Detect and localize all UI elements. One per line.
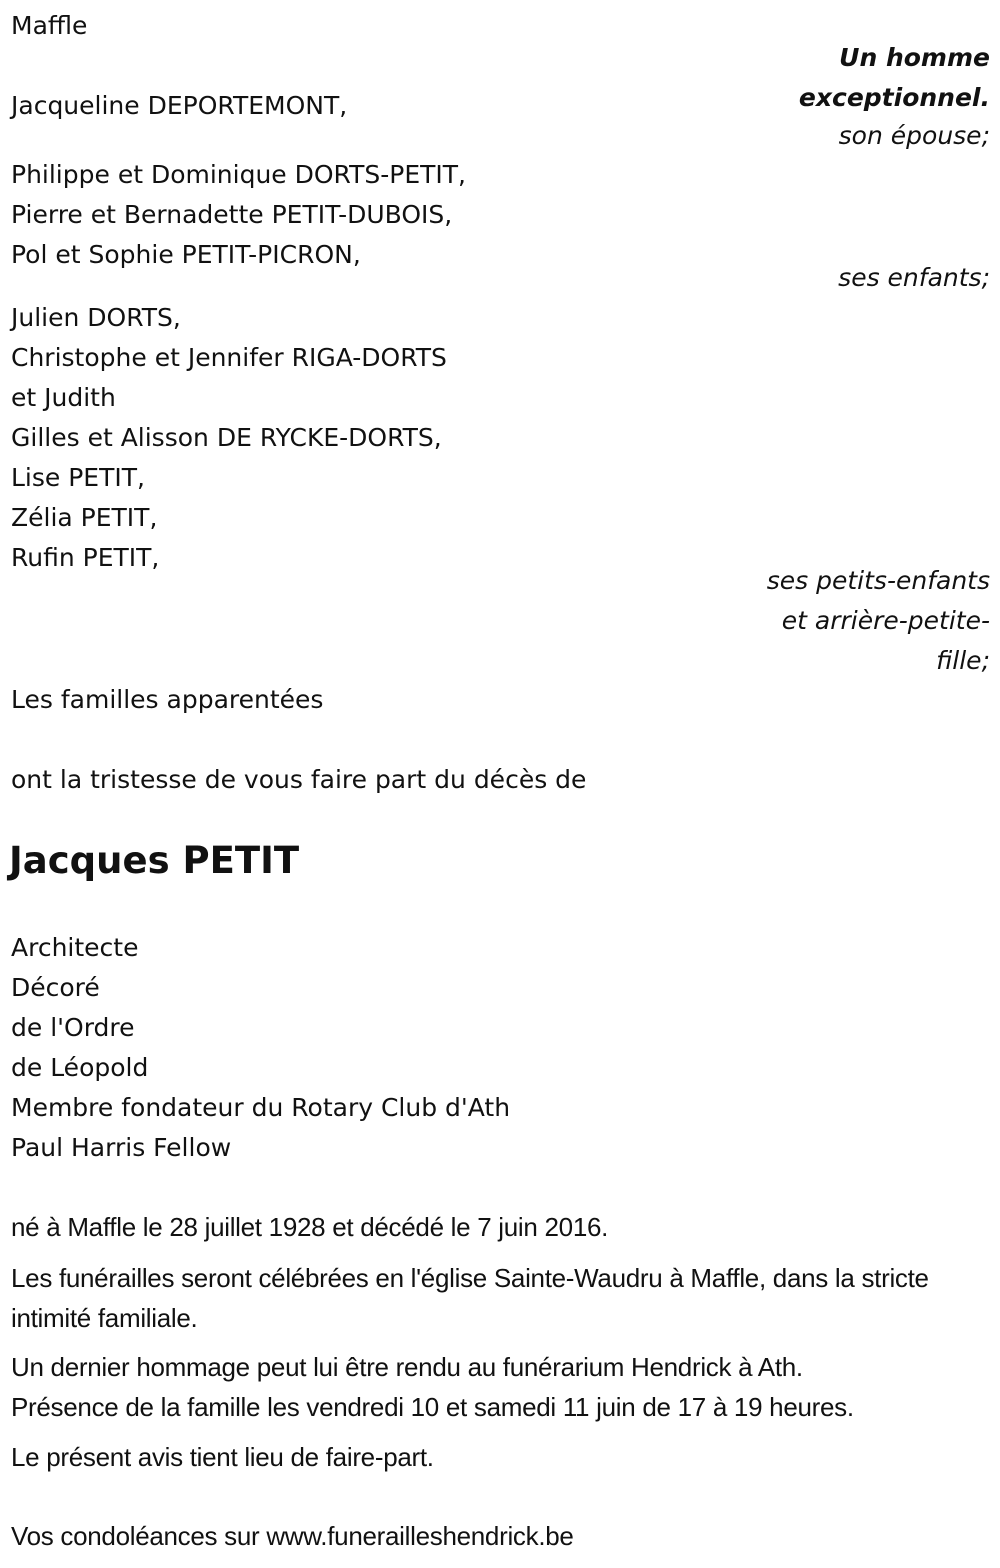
- spouse-name: Jacqueline DEPORTEMONT,: [11, 91, 348, 120]
- grandchild-name: Julien DORTS,: [11, 303, 181, 332]
- deceased-name: Jacques PETIT: [9, 839, 300, 882]
- title-line: de Léopold: [11, 1053, 149, 1082]
- grandchildren-relation-line-1: ses petits-enfants: [766, 566, 990, 595]
- children-relation: ses enfants;: [838, 263, 990, 292]
- notice-text: Le présent avis tient lieu de faire-part.: [11, 1442, 434, 1472]
- tagline-line-1: Un homme: [839, 43, 990, 72]
- related-families: Les familles apparentées: [11, 685, 324, 714]
- grandchild-name: Rufin PETIT,: [11, 543, 160, 572]
- family-presence-info: Présence de la famille les vendredi 10 et samedi 11 juin de 17 à 19 heures.: [11, 1392, 854, 1422]
- tribute-info: Un dernier hommage peut lui être rendu au funérarium Hendrick à Ath.: [11, 1352, 803, 1382]
- title-line: de l'Ordre: [11, 1013, 135, 1042]
- title-line: Décoré: [11, 973, 100, 1002]
- grandchildren-relation-line-2: et arrière-petite-: [781, 606, 990, 635]
- grandchildren-relation-line-3: fille;: [936, 646, 990, 675]
- title-line: Membre fondateur du Rotary Club d'Ath: [11, 1093, 511, 1122]
- child-name: Pol et Sophie PETIT-PICRON,: [11, 240, 361, 269]
- funeral-info: Les funérailles seront célébrées en l'église Sainte-Waudru à Maffle, dans la stricte intimité familiale.: [11, 1263, 929, 1333]
- grandchild-name: Lise PETIT,: [11, 463, 145, 492]
- grandchild-name: Zélia PETIT,: [11, 503, 158, 532]
- tagline-line-2: exceptionnel.: [798, 83, 990, 112]
- title-line: Paul Harris Fellow: [11, 1133, 232, 1162]
- grandchild-name: Gilles et Alisson DE RYCKE-DORTS,: [11, 423, 442, 452]
- birth-death-dates: né à Maffle le 28 juillet 1928 et décédé le 7 juin 2016.: [11, 1212, 609, 1242]
- announcement: ont la tristesse de vous faire part du décès de: [11, 765, 587, 794]
- child-name: Pierre et Bernadette PETIT-DUBOIS,: [11, 200, 453, 229]
- spouse-relation: son épouse;: [838, 121, 990, 150]
- grandchild-name: et Judith: [11, 383, 116, 412]
- title-line: Architecte: [11, 933, 139, 962]
- condolences-link[interactable]: Vos condoléances sur www.funerailleshendrick.be: [11, 1521, 574, 1551]
- grandchild-name: Christophe et Jennifer RIGA-DORTS: [11, 343, 447, 372]
- child-name: Philippe et Dominique DORTS-PETIT,: [11, 160, 467, 189]
- location: Maffle: [11, 11, 88, 40]
